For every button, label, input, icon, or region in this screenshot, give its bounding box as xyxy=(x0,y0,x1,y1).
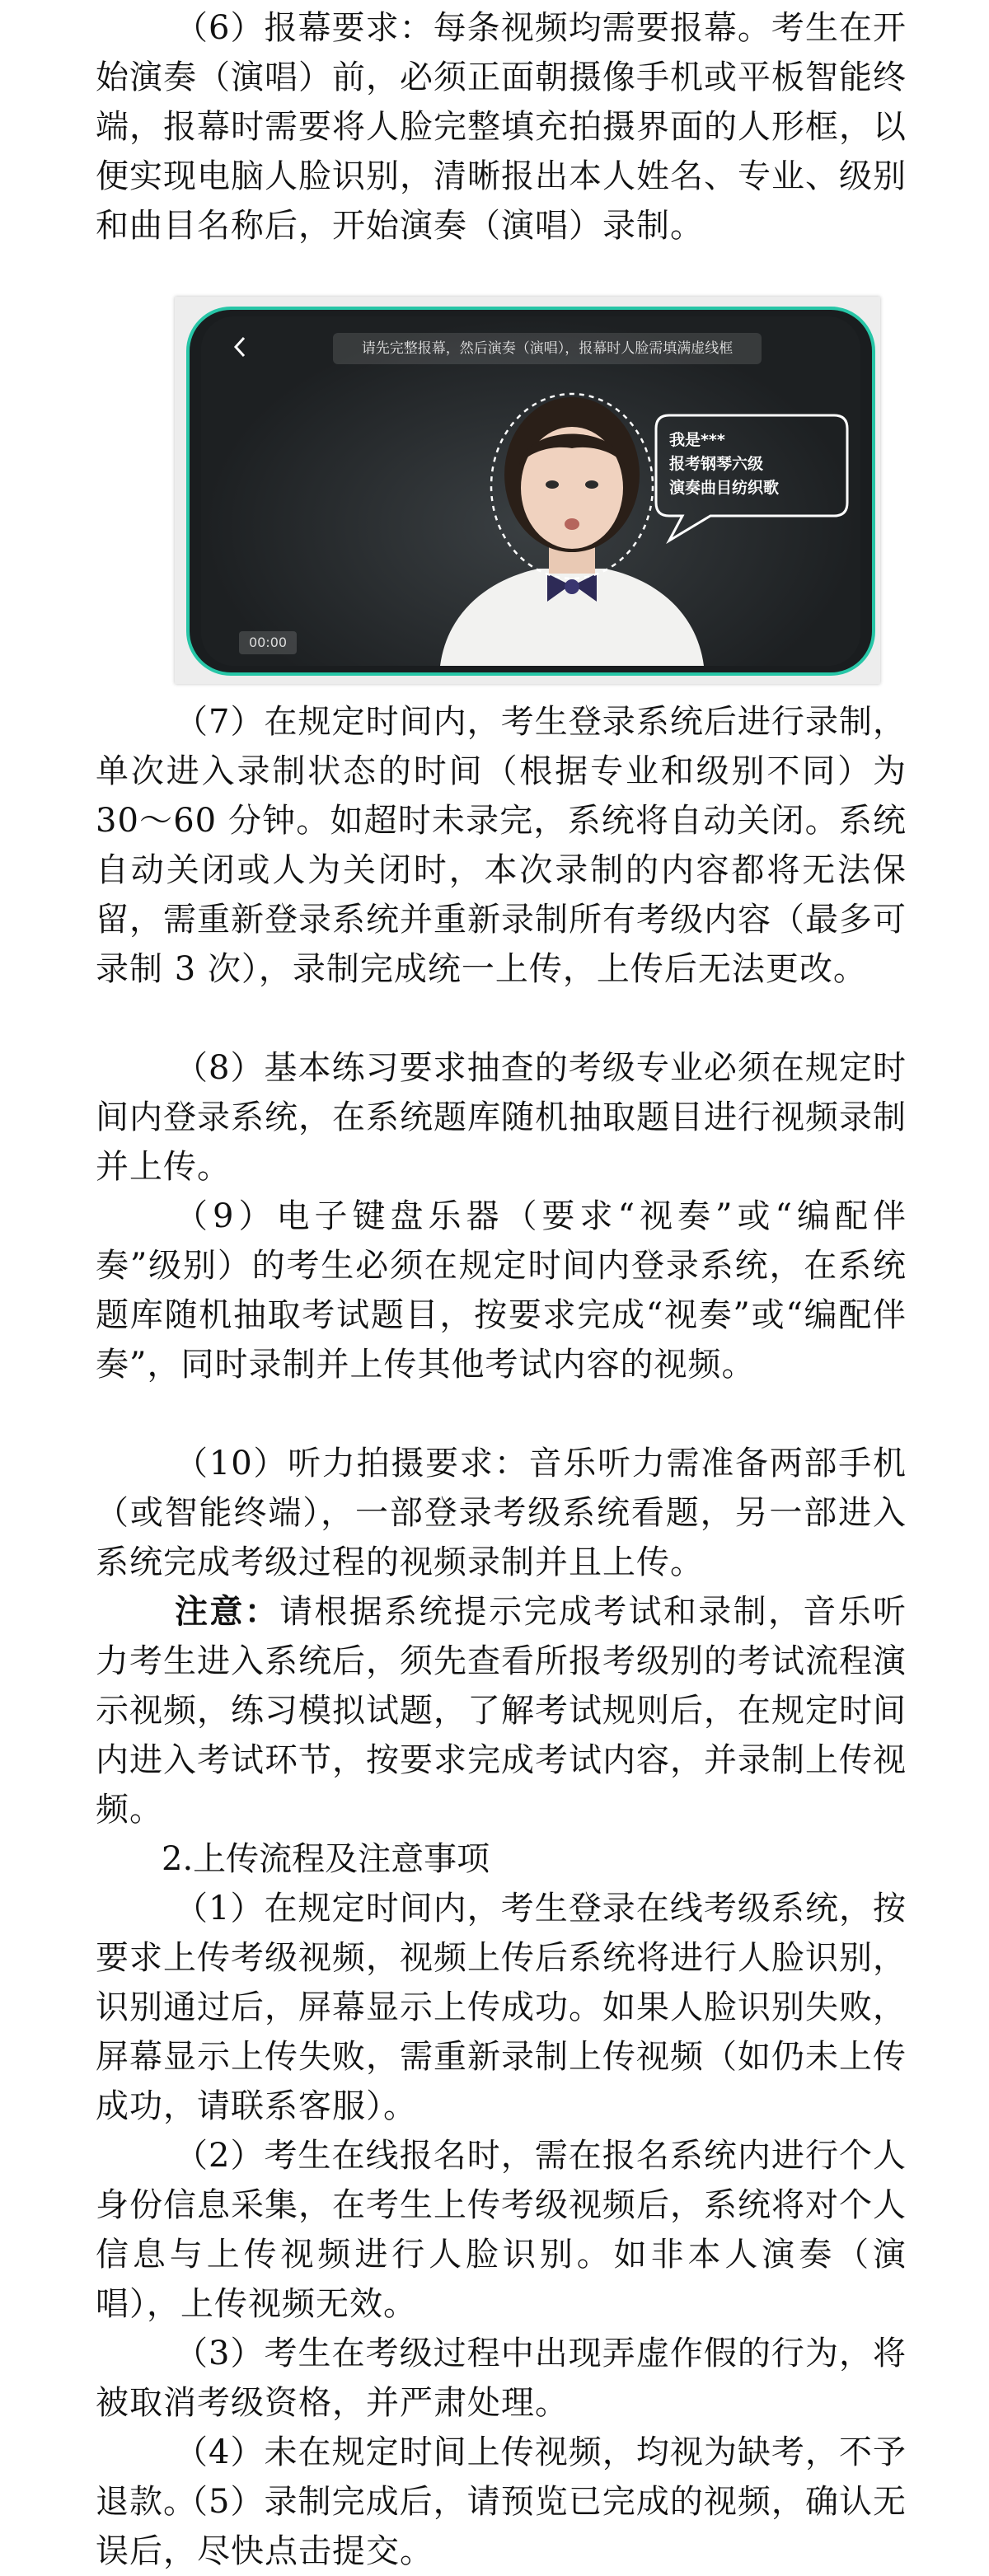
recording-screenshot xyxy=(175,297,880,684)
note-paragraph xyxy=(96,1587,907,1834)
upload-item-4: （4）未在规定时间上传视频，均视为缺考，不予退款。 xyxy=(96,2433,907,2521)
bubble-text xyxy=(669,429,834,500)
chevron-left-icon xyxy=(231,335,249,359)
instruction-bar: 请先完整报幕，然后演奏（演唱），报幕时人脸需填满虚线框 xyxy=(333,333,762,364)
paragraph-7: （7）在规定时间内，考生登录系统后进行录制，单次进入录制状态的时间（根据专业和级别不同）为 30～60 分钟。如超时未录完，系统将自动关闭。系统自动关闭或人为关闭时，本次录制的内容都将无法保留，需重新登录系统并重新录制所有考级内容（最多可录制 3 次），录制完成统一上传，上传后无法更改。 xyxy=(96,703,907,988)
bubble-line-level: 报考钢琴六级 xyxy=(669,455,764,473)
bubble-line-name: 我是*** xyxy=(669,431,725,449)
note-body: 请根据系统提示完成考试和录制，音乐听力考生进入系统后，须先查看所报考级别的考试流程演示视频，练习模拟试题，了解考试规则后，在规定时间内进入考试环节，按要求完成考试内容，并录制上传视频。 xyxy=(96,1593,907,1829)
upload-item-2: （2）考生在线报名时，需在报名系统内进行个人身份信息采集，在考生上传考级视频后，系统将对个人信息与上传视频进行人脸识别。如非本人演奏（演唱），上传视频无效。 xyxy=(96,2137,907,2323)
phone-frame xyxy=(186,307,875,676)
paragraph-9: （9）电子键盘乐器（要求“视奏”或“编配伴奏”级别）的考生必须在规定时间内登录系统，在系统题库随机抽取考试题目，按要求完成“视奏”或“编配伴奏”，同时录制并上传其他考试内容的视频。 xyxy=(96,1197,907,1384)
paragraph-8: （8）基本练习要求抽查的考级专业必须在规定时间内登录系统，在系统题库随机抽取题目进行视频录制并上传。 xyxy=(96,1049,907,1186)
camera-screen xyxy=(201,316,860,666)
paragraph-10: （10）听力拍摄要求：音乐听力需准备两部手机（或智能终端），一部登录考级系统看题，另一部进入系统完成考级过程的视频录制并且上传。 xyxy=(96,1445,907,1581)
upload-item-1: （1）在规定时间内，考生登录在线考级系统，按要求上传考级视频，视频上传后系统将进行人脸识别，识别通过后，屏幕显示上传成功。如果人脸识别失败，屏幕显示上传失败，需重新录制上传视频（如仍未上传成功，请联系客服）。 xyxy=(96,1890,907,2125)
bubble-line-piece: 演奏曲目纺织歌 xyxy=(669,479,780,497)
recording-timer: 00:00 xyxy=(239,631,297,654)
speech-bubble xyxy=(653,412,851,544)
note-label: 注意： xyxy=(175,1592,280,1631)
upload-item-5: （5）录制完成后，请预览已完成的视频，确认无误后，尽快点击提交。 xyxy=(96,2483,907,2570)
section-heading-upload: 2.上传流程及注意事项 xyxy=(162,1840,490,1878)
paragraph-6: （6）报幕要求：每条视频均需要报幕。考生在开始演奏（演唱）前，必须正面朝摄像手机或平板智能终端，报幕时需要将人脸完整填充拍摄界面的人形框，以便实现电脑人脸识别，清晰报出本人姓名、专业、级别和曲目名称后，开始演奏（演唱）录制。 xyxy=(96,9,907,245)
upload-item-3: （3）考生在考级过程中出现弄虚作假的行为，将被取消考级资格，并严肃处理。 xyxy=(96,2335,907,2422)
